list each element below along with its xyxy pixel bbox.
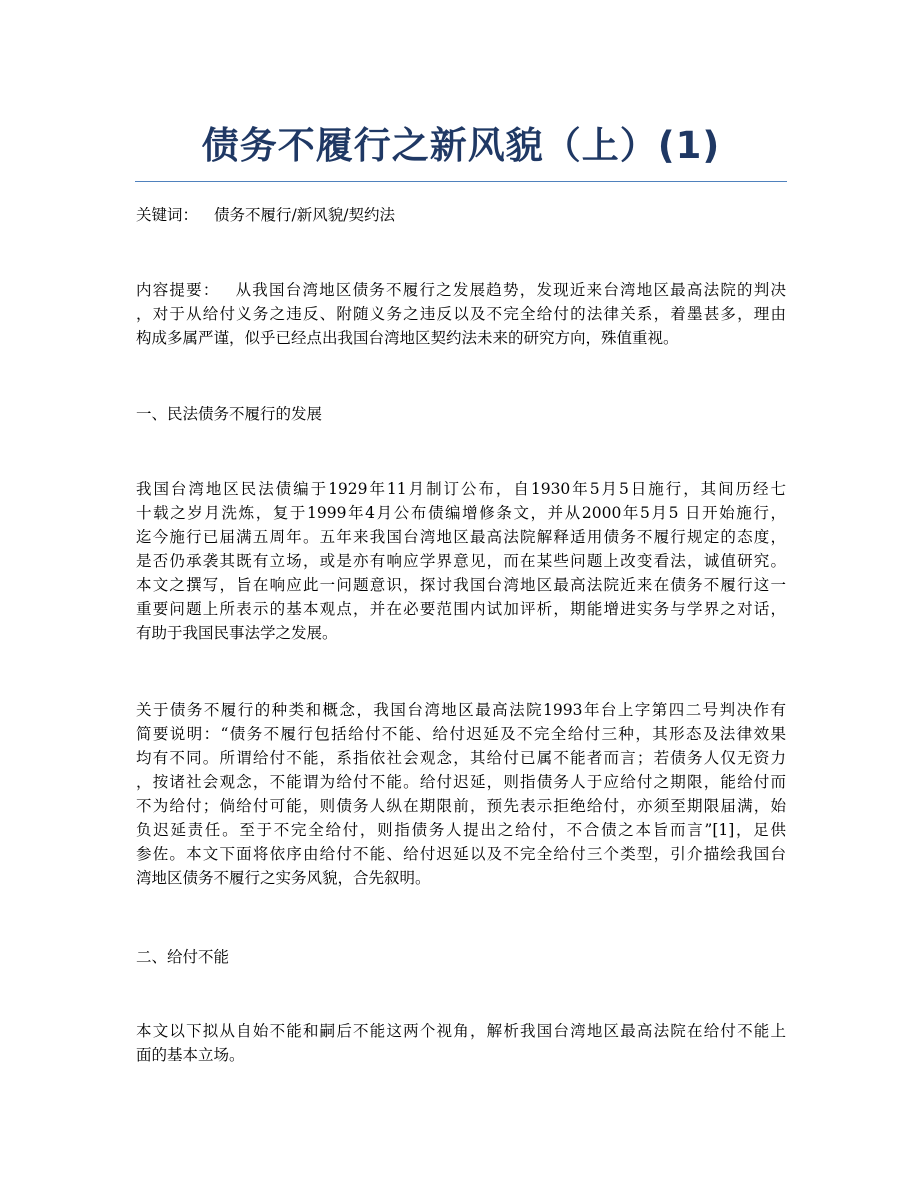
- paragraph-line: 不为给付；倘给付可能，则债务人纵在期限前，预先表示拒绝给付，亦须至期限届满，始: [136, 797, 786, 815]
- paragraph-line: 负迟延责任。至于不完全给付，则指债务人提出之给付，不合债之本旨而言”[1]，足供: [136, 821, 786, 839]
- section-heading-2: 二、给付不能: [136, 948, 230, 966]
- paragraph-line: 有助于我国民事法学之发展。: [136, 624, 338, 642]
- paragraph-line: 参佐。本文下面将依序由给付不能、给付迟延以及不完全给付三个类型，引介描绘我国台: [136, 845, 786, 863]
- paragraph-line: 本文之撰写，旨在响应此一问题意识，探讨我国台湾地区最高法院近来在债务不履行这一: [136, 576, 786, 594]
- keywords-label: 关键词：: [136, 206, 199, 224]
- paragraph-line: 面的基本立场。: [136, 1046, 245, 1064]
- paragraph-line: 湾地区债务不履行之实务风貌，合先叙明。: [136, 869, 431, 887]
- keywords-value: 债务不履行/新风貌/契约法: [214, 206, 395, 224]
- paragraph-line: 均有不同。所谓给付不能，系指依社会观念，其给付已属不能者而言；若债务人仅无资力: [136, 749, 786, 767]
- abstract-line: ，对于从给付义务之违反、附随义务之违反以及不完全给付的法律关系，着墨甚多，理由: [136, 305, 786, 323]
- body-paragraph-3: [136, 1019, 786, 1067]
- abstract-line: 从我国台湾地区债务不履行之发展趋势，发现近来台湾地区最高法院的判决: [235, 281, 786, 299]
- abstract-line: 构成多属严谨，似乎已经点出我国台湾地区契约法未来的研究方向，殊值重视。: [136, 329, 679, 347]
- paragraph-line: 十载之岁月洗炼，复于1999年4月公布债编增修条文，并从2000年5月5 日开始施行，: [136, 504, 786, 522]
- section-heading-1: 一、民法债务不履行的发展: [136, 405, 323, 423]
- paragraph-line: 是否仍承袭其既有立场，或是亦有响应学界意见，而在某些问题上改变看法，诚值研究。: [136, 552, 786, 570]
- paragraph-line: 本文以下拟从自始不能和嗣后不能这两个视角，解析我国台湾地区最高法院在给付不能上: [136, 1022, 786, 1040]
- title-divider: [135, 181, 787, 182]
- body-paragraph-2: [136, 698, 786, 890]
- abstract-label: 内容提要：: [136, 281, 220, 299]
- keywords-line: [136, 203, 786, 227]
- abstract-paragraph: [136, 278, 786, 350]
- paragraph-line: 重要问题上所表示的基本观点，并在必要范围内试加评析，期能增进实务与学界之对话，: [136, 600, 786, 618]
- paragraph-line: 简要说明：“债务不履行包括给付不能、给付迟延及不完全给付三种，其形态及法律效果: [136, 725, 786, 743]
- paragraph-line: 迄今施行已届满五周年。五年来我国台湾地区最高法院解释适用债务不履行规定的态度，: [136, 528, 786, 546]
- body-paragraph-1: [136, 477, 786, 645]
- paragraph-line: ，按诸社会观念，不能谓为给付不能。给付迟延，则指债务人于应给付之期限，能给付而: [136, 773, 786, 791]
- paragraph-line: 我国台湾地区民法债编于1929年11月制订公布，自1930年5月5日施行，其间历经七: [136, 480, 786, 498]
- document-title: 债务不履行之新风貌（上）(1): [201, 124, 721, 167]
- paragraph-line: 关于债务不履行的种类和概念，我国台湾地区最高法院1993年台上字第四二号判决作有: [136, 701, 786, 719]
